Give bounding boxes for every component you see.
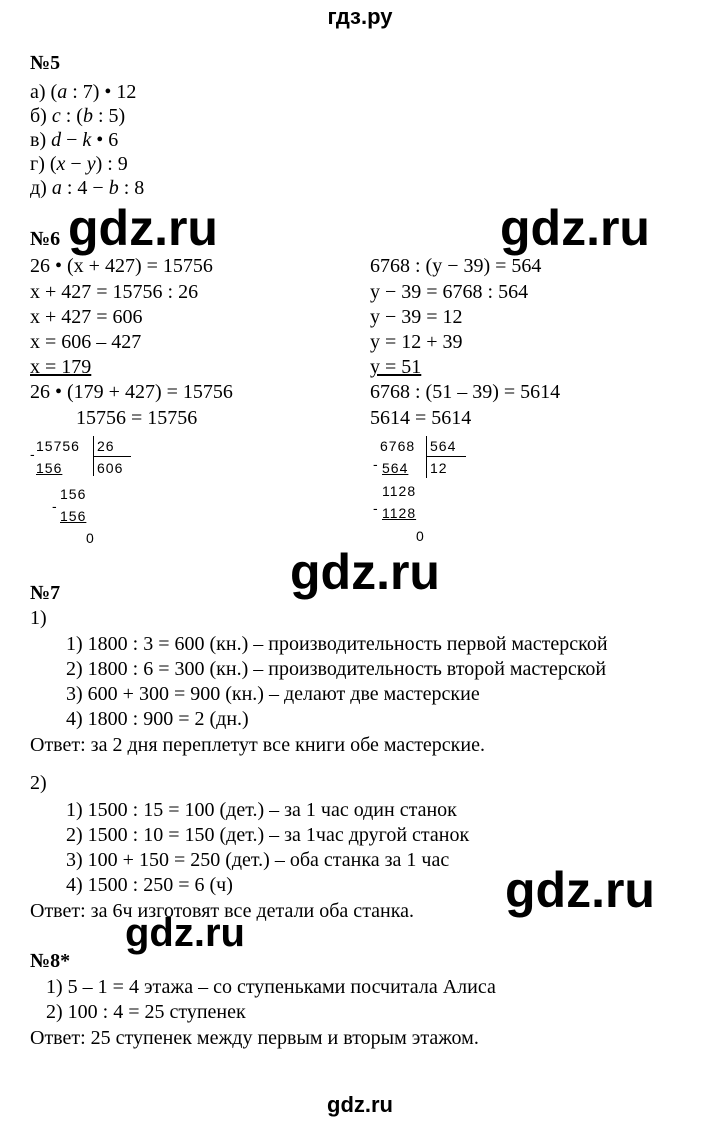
equation-check: 26 • (179 + 427) = 15756 [30,381,233,403]
task-6-title: №6 [30,228,61,250]
division-line [426,456,466,457]
division-step: 156 [60,508,87,524]
equation-line: x = 606 – 427 [30,331,142,353]
part-label: 1) [30,607,47,629]
site-footer: gdz.ru [327,1092,393,1117]
division-remainder: 0 [416,528,425,544]
division-bar [426,436,427,478]
site-header: гдз.ру [327,4,393,29]
division-minus: - [373,500,379,516]
task-5-item: б) c : (b : 5) [30,105,126,127]
division-minus: - [373,456,379,472]
division-divisor: 26 [97,438,115,454]
task-7-title: №7 [30,582,61,604]
division-divisor: 564 [430,438,457,454]
equation-check: 6768 : (51 – 39) = 5614 [370,381,561,403]
solution-step: 2) 100 : 4 = 25 ступенек [46,1001,246,1023]
solution-step: 2) 1800 : 6 = 300 (кн.) – производительность второй мастерской [66,658,607,680]
answer-line: Ответ: 25 ступенек между первым и вторым этажом. [30,1027,479,1049]
equation-line: x + 427 = 15756 : 26 [30,281,199,303]
equation-line: y − 39 = 6768 : 564 [370,281,529,303]
task-5-item: в) d − k • 6 [30,129,119,151]
watermark: gdz.ru [505,862,655,918]
division-remainder: 0 [86,530,95,546]
solution-step: 3) 600 + 300 = 900 (кн.) – делают две мастерские [66,683,480,705]
watermark: gdz.ru [500,200,650,256]
division-line [93,456,131,457]
solution-step: 1) 5 – 1 = 4 этажа – со ступеньками посчитала Алиса [46,976,496,998]
division-dividend: 15756 [36,438,80,454]
solution-step: 4) 1800 : 900 = 2 (дн.) [66,708,249,730]
answer-line: Ответ: за 6ч изготовят все детали оба станка. [30,900,415,922]
division-step: 1128 [382,483,417,499]
division-minus: - [30,446,36,462]
equation-line: x + 427 = 606 [30,306,143,328]
solution-step: 4) 1500 : 250 = 6 (ч) [66,874,233,896]
equation-answer: y = 51 [370,356,422,378]
equation-line: y − 39 = 12 [370,306,463,328]
task-8-title: №8* [30,950,71,972]
division-step: 564 [382,460,409,476]
division-quotient: 12 [430,460,448,476]
solution-step: 1) 1500 : 15 = 100 (дет.) – за 1 час один станок [66,799,457,821]
solution-step: 2) 1500 : 10 = 150 (дет.) – за 1час другой станок [66,824,470,846]
division-minus: - [52,498,58,514]
division-step: 156 [36,460,63,476]
equation-answer: x = 179 [30,356,92,378]
answer-line: Ответ: за 2 дня переплетут все книги обе мастерские. [30,734,485,756]
division-step: 1128 [382,505,417,521]
equation-line: y = 12 + 39 [370,331,463,353]
equation-check: 15756 = 15756 [76,407,198,429]
part-label: 2) [30,772,47,794]
task-5-item: г) (x − y) : 9 [30,153,128,175]
solution-step: 3) 100 + 150 = 250 (дет.) – оба станка за 1 час [66,849,450,871]
task-5-item: а) (a : 7) • 12 [30,81,137,103]
division-quotient: 606 [97,460,124,476]
watermark: gdz.ru [290,544,440,600]
division-dividend: 6768 [380,438,416,454]
equation-line: 6768 : (y − 39) = 564 [370,255,542,277]
division-step: 156 [60,486,87,502]
task-5-title: №5 [30,52,61,74]
watermark: gdz.ru [125,911,245,955]
solution-step: 1) 1800 : 3 = 600 (кн.) – производительность первой мастерской [66,633,608,655]
equation-check: 5614 = 5614 [370,407,472,429]
equation-line: 26 • (x + 427) = 15756 [30,255,213,277]
task-5-item: д) a : 4 − b : 8 [30,177,145,199]
watermark: gdz.ru [68,200,218,256]
